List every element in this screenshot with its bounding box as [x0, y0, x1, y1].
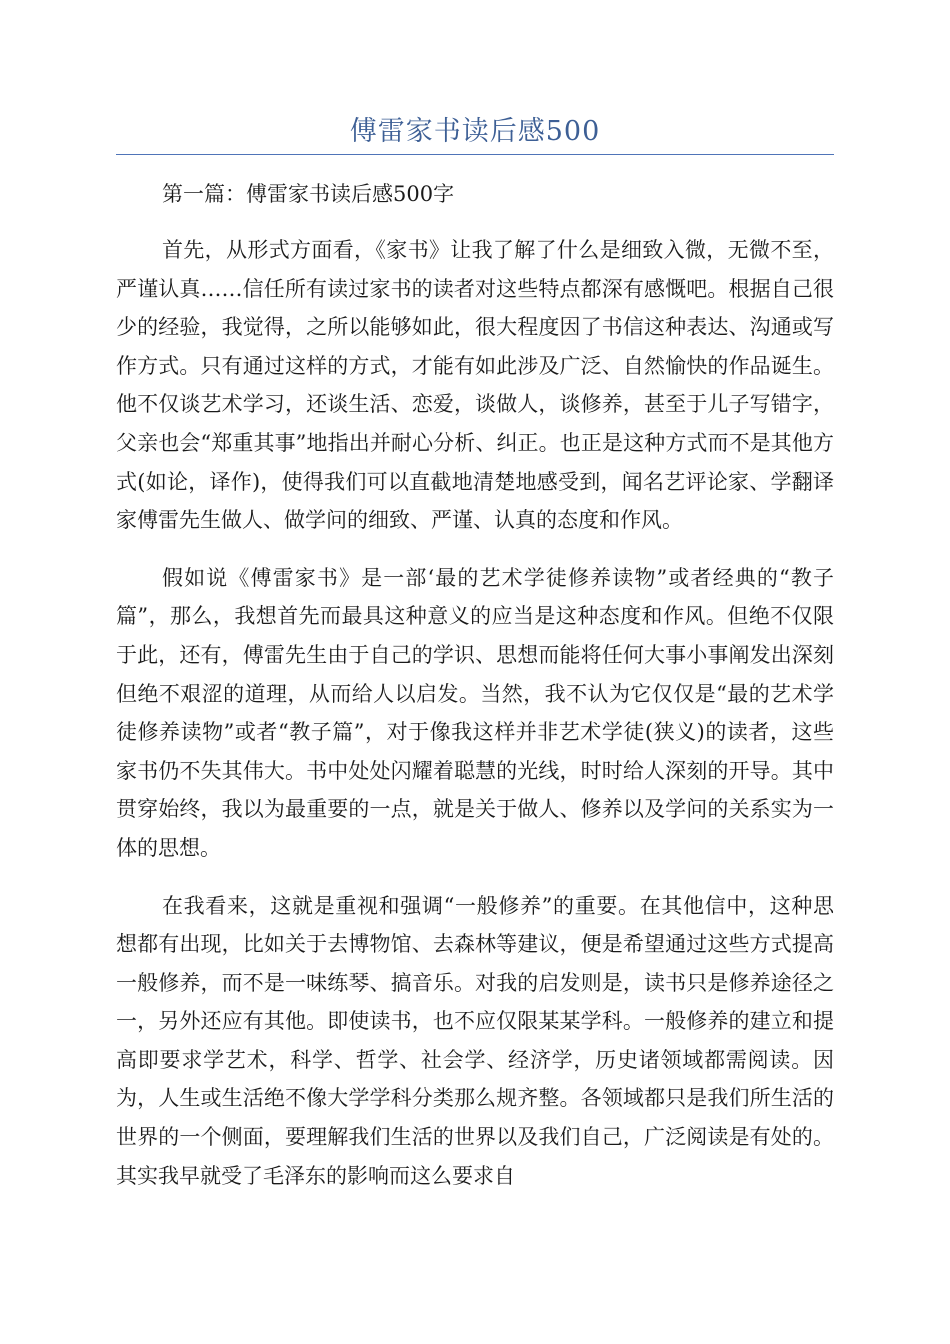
title-underline [116, 154, 834, 155]
paragraph-3: 在我看来，这就是重视和强调“一般修养”的重要。在其他信中，这种思想都有出现，比如关于去博物馆、去森林等建议，便是希望通过这些方式提高一般修养，而不是一味练琴、搞音乐。对我的启发则是，读书只是修养途径之一，另外还应有其他。即使读书，也不应仅限某某学科。一般修养的建立和提高即要求学艺术，科学、哲学、社会学、经济学，历史诸领域都需阅读。因为，人生或生活绝不像大学学科分类那么规齐整。各领域都只是我们所生活的世界的一个侧面，要理解我们生活的世界以及我们自己，广泛阅读是有处的。其实我早就受了毛泽东的影响而这么要求自 [116, 893, 834, 1188]
paragraph-1: 首先，从形式方面看，《家书》让我了解了什么是细致入微，无微不至，严谨认真……信任所有读过家书的读者对这些特点都深有感慨吧。根据自己很少的经验，我觉得，之所以能够如此，很大程度因了书信这种表达、沟通或写作方式。只有通过这样的方式，才能有如此涉及广泛、自然愉快的作品诞生。他不仅谈艺术学习，还谈生活、恋爱，谈做人，谈修养，甚至于儿子写错字，父亲也会“郑重其事”地指出并耐心分析、纠正。也正是这种方式而不是其他方式(如论，译作)，使得我们可以直截地清楚地感受到，闻名艺评论家、学翻译家傅雷先生做人、做学问的细致、严谨、认真的态度和作风。 [116, 238, 834, 533]
section-heading: 第一篇：傅雷家书读后感500字 [162, 182, 455, 206]
document-title: 傅雷家书读后感500 [349, 116, 601, 147]
document-body [116, 176, 834, 1195]
paragraph-2: 假如说《傅雷家书》是一部‘最的艺术学徒修养读物”或者经典的“教子篇”，那么，我想首先而最具这种意义的应当是这种态度和作风。但绝不仅限于此，还有，傅雷先生由于自己的学识、思想而能将任何大事小事阐发出深刻但绝不艰涩的道理，从而给人以启发。当然，我不认为它仅仅是“最的艺术学徒修养读物”或者“教子篇”，对于像我这样并非艺术学徒(狭义)的读者，这些家书仍不失其伟大。书中处处闪耀着聪慧的光线，时时给人深刻的开导。其中贯穿始终，我以为最重要的一点，就是关于做人、修养以及学问的关系实为一体的思想。 [116, 565, 834, 860]
